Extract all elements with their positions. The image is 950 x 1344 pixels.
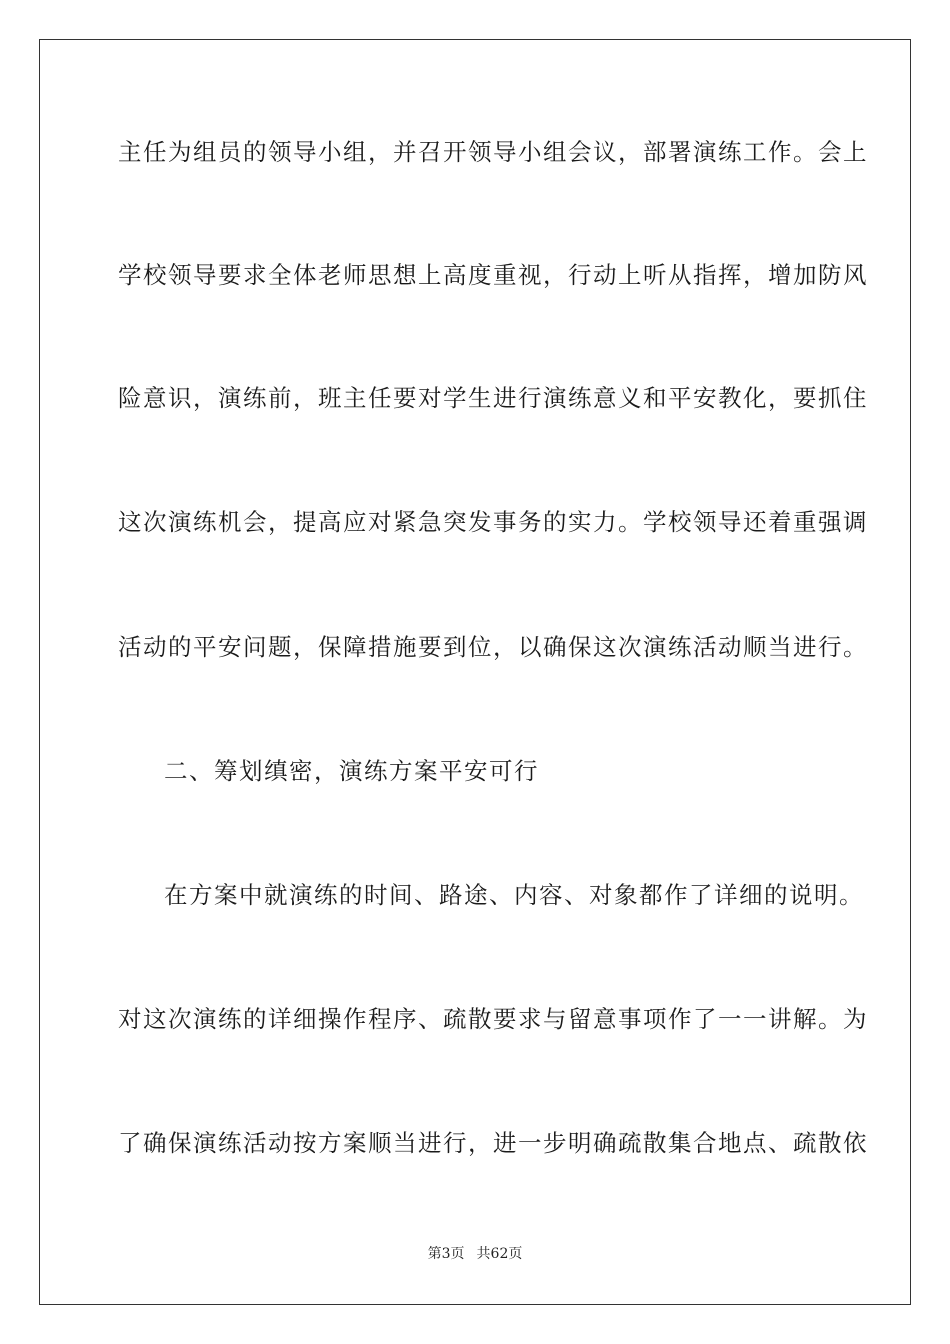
text-line-2: 学校领导要求全体老师思想上高度重视，行动上听从指挥，增加防风	[118, 261, 868, 289]
text-line-3: 险意识，演练前，班主任要对学生进行演练意义和平安教化，要抓住	[118, 384, 868, 412]
text-line-9: 了确保演练活动按方案顺当进行，进一步明确疏散集合地点、疏散依	[118, 1129, 868, 1157]
text-line-1: 主任为组员的领导小组，并召开领导小组会议，部署演练工作。会上	[118, 138, 868, 166]
text-line-5: 活动的平安问题，保障措施要到位，以确保这次演练活动顺当进行。	[118, 633, 868, 661]
page-total: 共62页	[476, 1246, 523, 1262]
text-line-8: 对这次演练的详细操作程序、疏散要求与留意事项作了一一讲解。为	[118, 1005, 868, 1033]
page-border	[39, 39, 911, 1305]
page-footer	[0, 1244, 950, 1264]
page-number: 第3页	[427, 1246, 465, 1262]
text-line-7: 在方案中就演练的时间、路途、内容、对象都作了详细的说明。	[164, 881, 864, 909]
section-heading: 二、筹划缜密，演练方案平安可行	[164, 757, 539, 785]
text-line-4: 这次演练机会，提高应对紧急突发事务的实力。学校领导还着重强调	[118, 508, 868, 536]
